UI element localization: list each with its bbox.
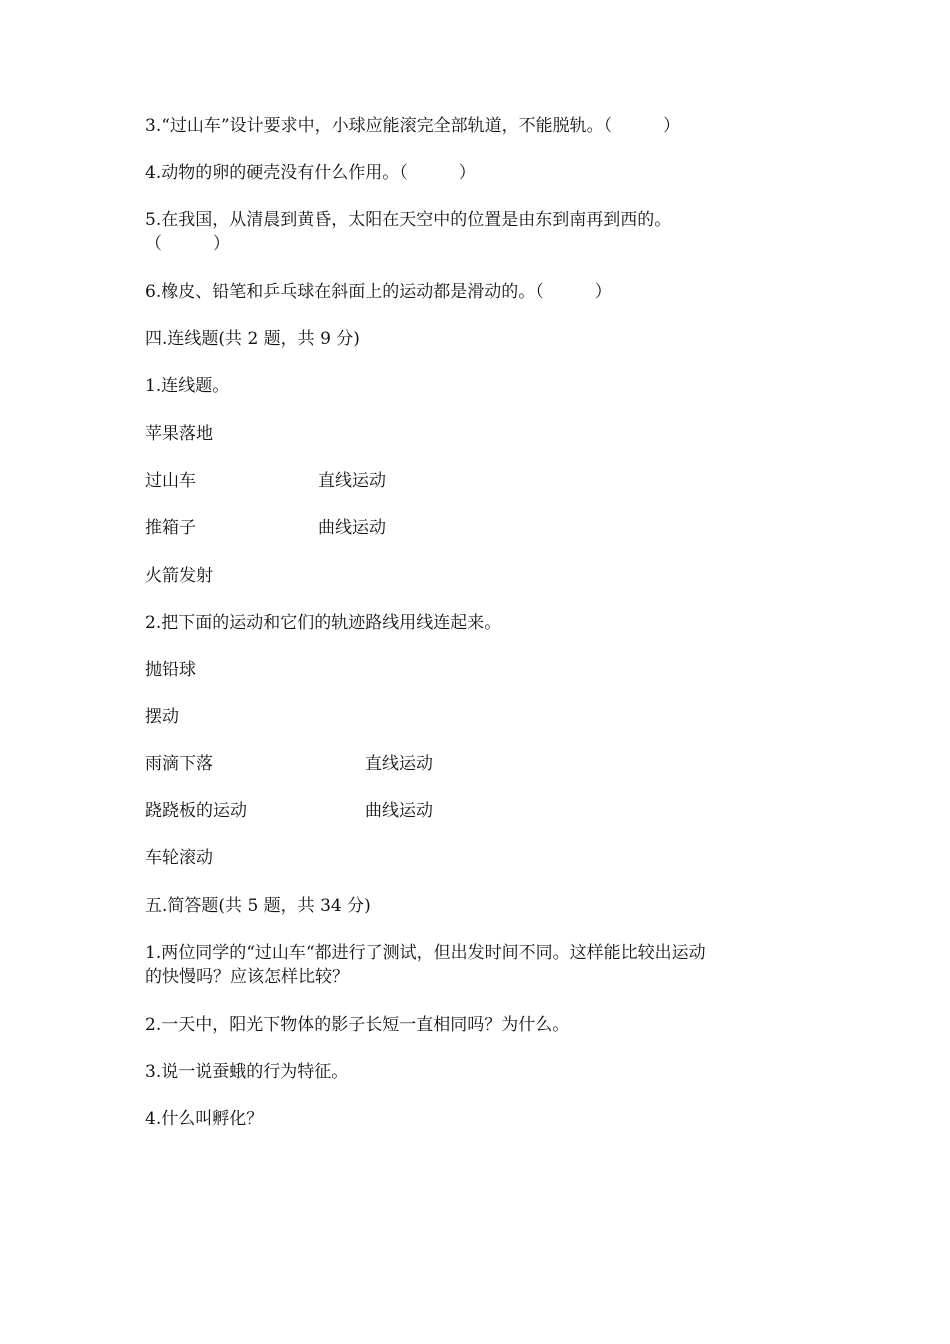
matching-1-left-item: 火箭发射: [145, 566, 213, 586]
short-answer-question-4: 4.什么叫孵化？: [145, 1109, 264, 1129]
judge-question-6: 6.橡皮、铅笔和乒乓球在斜面上的运动都是滑动的。（ ）: [145, 282, 612, 302]
short-answer-question-1-line-2: 的快慢吗？应该怎样比较？: [145, 967, 349, 987]
matching-2-left-item: 雨滴下落: [145, 754, 213, 774]
section-4-heading: 四.连线题(共 2 题，共 9 分): [145, 329, 360, 349]
matching-question-2-title: 2.把下面的运动和它们的轨迹路线用线连起来。: [145, 613, 502, 633]
matching-1-left-item: 过山车: [145, 471, 196, 491]
section-5-heading: 五.简答题(共 5 题，共 34 分): [145, 896, 371, 916]
short-answer-question-3: 3.说一说蚕蛾的行为特征。: [145, 1062, 349, 1082]
judge-question-3: 3.“过山车”设计要求中，小球应能滚完全部轨道，不能脱轨。（ ）: [145, 116, 681, 136]
matching-2-left-item: 车轮滚动: [145, 848, 213, 868]
matching-question-1-title: 1.连线题。: [145, 376, 230, 396]
matching-2-right-item: 曲线运动: [365, 801, 433, 821]
matching-1-left-item: 推箱子: [145, 518, 196, 538]
judge-question-5-line-2: （ ）: [145, 234, 230, 254]
matching-2-left-item: 抛铅球: [145, 660, 196, 680]
matching-2-right-item: 直线运动: [365, 754, 433, 774]
short-answer-question-1-line-1: 1.两位同学的“过山车“都进行了测试，但出发时间不同。这样能比较出运动: [145, 943, 706, 963]
matching-1-left-item: 苹果落地: [145, 424, 213, 444]
matching-2-left-item: 摆动: [145, 707, 179, 727]
judge-question-4: 4.动物的卵的硬壳没有什么作用。（ ）: [145, 163, 476, 183]
matching-2-left-item: 跷跷板的运动: [145, 801, 247, 821]
matching-1-right-item: 直线运动: [318, 471, 386, 491]
short-answer-question-2: 2.一天中，阳光下物体的影子长短一直相同吗？为什么。: [145, 1015, 570, 1035]
judge-question-5-line-1: 5.在我国，从清晨到黄昏，太阳在天空中的位置是由东到南再到西的。: [145, 210, 672, 230]
matching-1-right-item: 曲线运动: [318, 518, 386, 538]
